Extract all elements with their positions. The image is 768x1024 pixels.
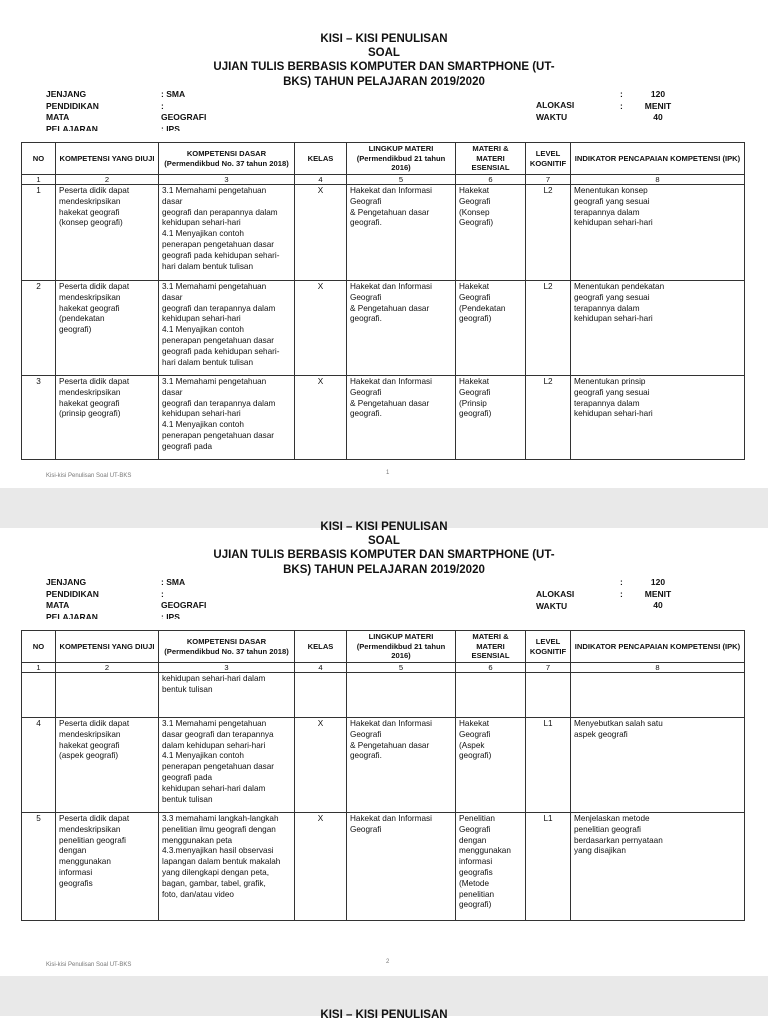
row-indikator: Menyebutkan salah satu aspek geografi	[571, 718, 745, 813]
doc-title-line1: KISI – KISI PENULISAN	[320, 33, 448, 45]
header-kd: KOMPETENSI DASAR (Permendikbud No. 37 tahun 2018)	[159, 631, 295, 663]
header-no: NO	[22, 631, 56, 663]
doc-title-line2: SOAL	[368, 47, 400, 59]
mata-label: MATA	[46, 112, 70, 122]
alokasi-values	[638, 577, 678, 608]
row-no	[22, 673, 56, 718]
row-kd: 3.1 Memahami pengetahuan dasar geografi dan terapannya dalam kehidupan sehari-hari 4.1 Menyajikan contoh penerapan pengetahuan dasar geografi pada	[159, 376, 295, 460]
column-number: 3	[159, 663, 295, 673]
row-lingkup: Hakekat dan Informasi Geografi & Pengetahuan dasar geografi.	[347, 281, 456, 376]
column-number-row	[22, 175, 745, 185]
row-kompetensi: Peserta didik dapat mendeskripsikan hakekat geografi (konsep geografi)	[56, 185, 159, 281]
header-kompetensi: KOMPETENSI YANG DIUJI	[56, 143, 159, 175]
row-kelas: X	[295, 813, 347, 921]
page-number: 2	[386, 959, 390, 965]
row-no: 5	[22, 813, 56, 921]
row-indikator	[571, 673, 745, 718]
header-lingkup: LINGKUP MATERI (Permendikbud 21 tahun 2016)	[347, 143, 456, 175]
pendidikan-value: :	[161, 588, 164, 599]
pelajaran-value: : IPS	[161, 123, 180, 131]
row-level: L2	[526, 281, 571, 376]
column-number: 7	[526, 663, 571, 673]
row-kd: kehidupan sehari-hari dalam bentuk tulisan	[159, 673, 295, 718]
table-row	[22, 718, 745, 813]
alokasi-colons	[620, 577, 623, 608]
kisi-table-page-2	[21, 630, 745, 921]
column-number: 1	[22, 175, 56, 185]
header-level: LEVEL KOGNITIF	[526, 143, 571, 175]
colon: :	[620, 89, 623, 99]
menit-label: MENIT	[644, 588, 672, 599]
jenjang-value: : SMA	[161, 577, 186, 587]
pendidikan-label: PENDIDIKAN	[46, 588, 99, 599]
colon: :	[620, 577, 623, 587]
page-number: 1	[386, 470, 390, 476]
pelajaran-label: PELAJARAN	[46, 123, 98, 131]
column-number: 6	[456, 175, 526, 185]
page-footer: Kisi-kisi Penulisan Soal UT-BKS	[46, 473, 132, 479]
row-materi: Hakekat Geografi (Konsep Geografi)	[456, 185, 526, 281]
row-materi: Hakekat Geografi (Pendekatan geografi)	[456, 281, 526, 376]
jenjang-label: JENJANG	[46, 89, 87, 99]
header-kelas: KELAS	[295, 143, 347, 175]
header-level: LEVEL KOGNITIF	[526, 631, 571, 663]
table-row	[22, 281, 745, 376]
pendidikan-value: :	[161, 100, 164, 111]
alokasi-labels	[536, 100, 574, 120]
row-lingkup: Hakekat dan Informasi Geografi & Pengetahuan dasar geografi.	[347, 718, 456, 813]
pendidikan-label: PENDIDIKAN	[46, 100, 99, 111]
meta-values	[161, 577, 206, 619]
row-materi: Hakekat Geografi (Aspek geografi)	[456, 718, 526, 813]
row-indikator: Menentukan prinsip geografi yang sesuai terapannya dalam kehidupan sehari-hari	[571, 376, 745, 460]
row-kompetensi: Peserta didik dapat mendeskripsikan hakekat geografi (prinsip geografi)	[56, 376, 159, 460]
row-no: 2	[22, 281, 56, 376]
column-number: 8	[571, 175, 745, 185]
doc-title-line3: UJIAN TULIS BERBASIS KOMPUTER DAN SMARTPHONE (UT-	[213, 549, 555, 561]
row-level: L1	[526, 813, 571, 921]
alokasi-value: 120	[650, 577, 666, 587]
row-kd: 3.3 memahami langkah-langkah penelitian ilmu geografi dengan menggunakan peta 4.3.menyajikan hasil observasi lapangan dalam bentuk makalah yang dilengkapi dengan peta, bagan, gambar, tabel, grafik, foto, dan/atau video	[159, 813, 295, 921]
row-indikator: Menentukan pendekatan geografi yang sesuai terapannya dalam kehidupan sehari-hari	[571, 281, 745, 376]
row-indikator: Menentukan konsep geografi yang sesuai terapannya dalam kehidupan sehari-hari	[571, 185, 745, 281]
colon: :	[620, 100, 623, 111]
alokasi-values	[638, 89, 678, 120]
meta-values	[161, 89, 206, 131]
header-indikator: INDIKATOR PENCAPAIAN KOMPETENSI (IPK)	[571, 143, 745, 175]
row-kd: 3.1 Memahami pengetahuan dasar geografi dan terapannya dalam kehidupan sehari-hari 4.1 Menyajikan contoh penerapan pengetahuan dasar geografi pada kehidupan sehari- hari dalam bentuk tulisan	[159, 281, 295, 376]
mata-value: GEOGRAFI	[161, 112, 207, 122]
row-kelas: X	[295, 718, 347, 813]
jenjang-label: JENJANG	[46, 577, 87, 587]
row-materi: Hakekat Geografi (Prinsip geografi)	[456, 376, 526, 460]
doc-title-line4: BKS) TAHUN PELAJARAN 2019/2020	[283, 564, 485, 576]
header-kelas: KELAS	[295, 631, 347, 663]
row-kompetensi: Peserta didik dapat mendeskripsikan penelitian geografi dengan menggunakan informasi geografis	[56, 813, 159, 921]
column-number: 2	[56, 663, 159, 673]
row-kompetensi: Peserta didik dapat mendeskripsikan hakekat geografi (pendekatan geografi)	[56, 281, 159, 376]
header-indikator: INDIKATOR PENCAPAIAN KOMPETENSI (IPK)	[571, 631, 745, 663]
column-number: 8	[571, 663, 745, 673]
pelajaran-value: : IPS	[161, 611, 180, 619]
waktu-label: WAKTU	[536, 600, 568, 609]
alokasi-labels	[536, 589, 574, 609]
row-level	[526, 673, 571, 718]
doc-title-line3: UJIAN TULIS BERBASIS KOMPUTER DAN SMARTPHONE (UT-	[213, 61, 555, 73]
column-number: 7	[526, 175, 571, 185]
doc-title-line4: BKS) TAHUN PELAJARAN 2019/2020	[283, 76, 485, 88]
column-number: 4	[295, 175, 347, 185]
doc-title-line1: KISI – KISI PENULISAN	[320, 521, 448, 533]
row-no: 1	[22, 185, 56, 281]
row-kelas: X	[295, 376, 347, 460]
row-no: 4	[22, 718, 56, 813]
alokasi-label: ALOKASI	[536, 589, 575, 599]
row-kd: 3.1 Memahami pengetahuan dasar geografi dan perapannya dalam kehidupan sehari-hari 4.1 Menyajikan contoh penerapan pengetahuan dasar geografi pada kehidupan sehari- hari dalam bentuk tulisan	[159, 185, 295, 281]
row-kelas: X	[295, 185, 347, 281]
header-kd: KOMPETENSI DASAR (Permendikbud No. 37 tahun 2018)	[159, 143, 295, 175]
row-indikator: Menjelaskan metode penelitian geografi berdasarkan pernyataan yang disajikan	[571, 813, 745, 921]
row-kompetensi	[56, 673, 159, 718]
alokasi-colons	[620, 89, 623, 120]
waktu-value: 40	[653, 112, 663, 120]
table-row-continued	[22, 673, 745, 718]
row-materi	[456, 673, 526, 718]
row-level: L2	[526, 376, 571, 460]
row-lingkup: Hakekat dan Informasi Geografi	[347, 813, 456, 921]
alokasi-value: 120	[650, 89, 666, 99]
column-number: 5	[347, 663, 456, 673]
column-number: 2	[56, 175, 159, 185]
header-materi: MATERI & MATERI ESENSIAL	[456, 631, 526, 663]
column-number: 3	[159, 175, 295, 185]
meta-labels	[46, 89, 99, 131]
meta-labels	[46, 577, 99, 619]
column-number: 4	[295, 663, 347, 673]
row-level: L2	[526, 185, 571, 281]
row-materi: Penelitian Geografi dengan menggunakan informasi geografis (Metode penelitian geografi)	[456, 813, 526, 921]
row-kelas	[295, 673, 347, 718]
row-level: L1	[526, 718, 571, 813]
header-kompetensi: KOMPETENSI YANG DIUJI	[56, 631, 159, 663]
column-number: 5	[347, 175, 456, 185]
alokasi-label: ALOKASI	[536, 100, 575, 110]
colon: :	[620, 588, 623, 599]
table-row	[22, 185, 745, 281]
column-number: 1	[22, 663, 56, 673]
doc-title-line2: SOAL	[368, 535, 400, 547]
mata-value: GEOGRAFI	[161, 600, 207, 610]
table-row	[22, 813, 745, 921]
waktu-value: 40	[653, 600, 663, 608]
table-row	[22, 376, 745, 460]
header-no: NO	[22, 143, 56, 175]
row-lingkup	[347, 673, 456, 718]
kisi-table-page-1	[21, 142, 745, 460]
pelajaran-label: PELAJARAN	[46, 611, 98, 619]
doc-title-line1: KISI – KISI PENULISAN	[320, 1009, 448, 1021]
header-lingkup: LINGKUP MATERI (Permendikbud 21 tahun 2016)	[347, 631, 456, 663]
jenjang-value: : SMA	[161, 89, 186, 99]
row-no: 3	[22, 376, 56, 460]
row-kd: 3.1 Memahami pengetahuan dasar geografi dan terapannya dalam kehidupan sehari-hari 4.1 Menyajikan contoh penerapan pengetahuan dasar geografi pada kehidupan sehari-hari dalam bentuk tulisan	[159, 718, 295, 813]
column-number: 6	[456, 663, 526, 673]
column-number-row	[22, 663, 745, 673]
waktu-label: WAKTU	[536, 111, 568, 120]
row-lingkup: Hakekat dan Informasi Geografi & Pengetahuan dasar geografi.	[347, 185, 456, 281]
row-kompetensi: Peserta didik dapat mendeskripsikan hakekat geografi (aspek geografi)	[56, 718, 159, 813]
menit-label: MENIT	[644, 100, 672, 111]
header-materi: MATERI & MATERI ESENSIAL	[456, 143, 526, 175]
page-footer: Kisi-kisi Penulisan Soal UT-BKS	[46, 962, 132, 968]
mata-label: MATA	[46, 600, 70, 610]
row-kelas: X	[295, 281, 347, 376]
row-lingkup: Hakekat dan Informasi Geografi & Pengetahuan dasar geografi.	[347, 376, 456, 460]
